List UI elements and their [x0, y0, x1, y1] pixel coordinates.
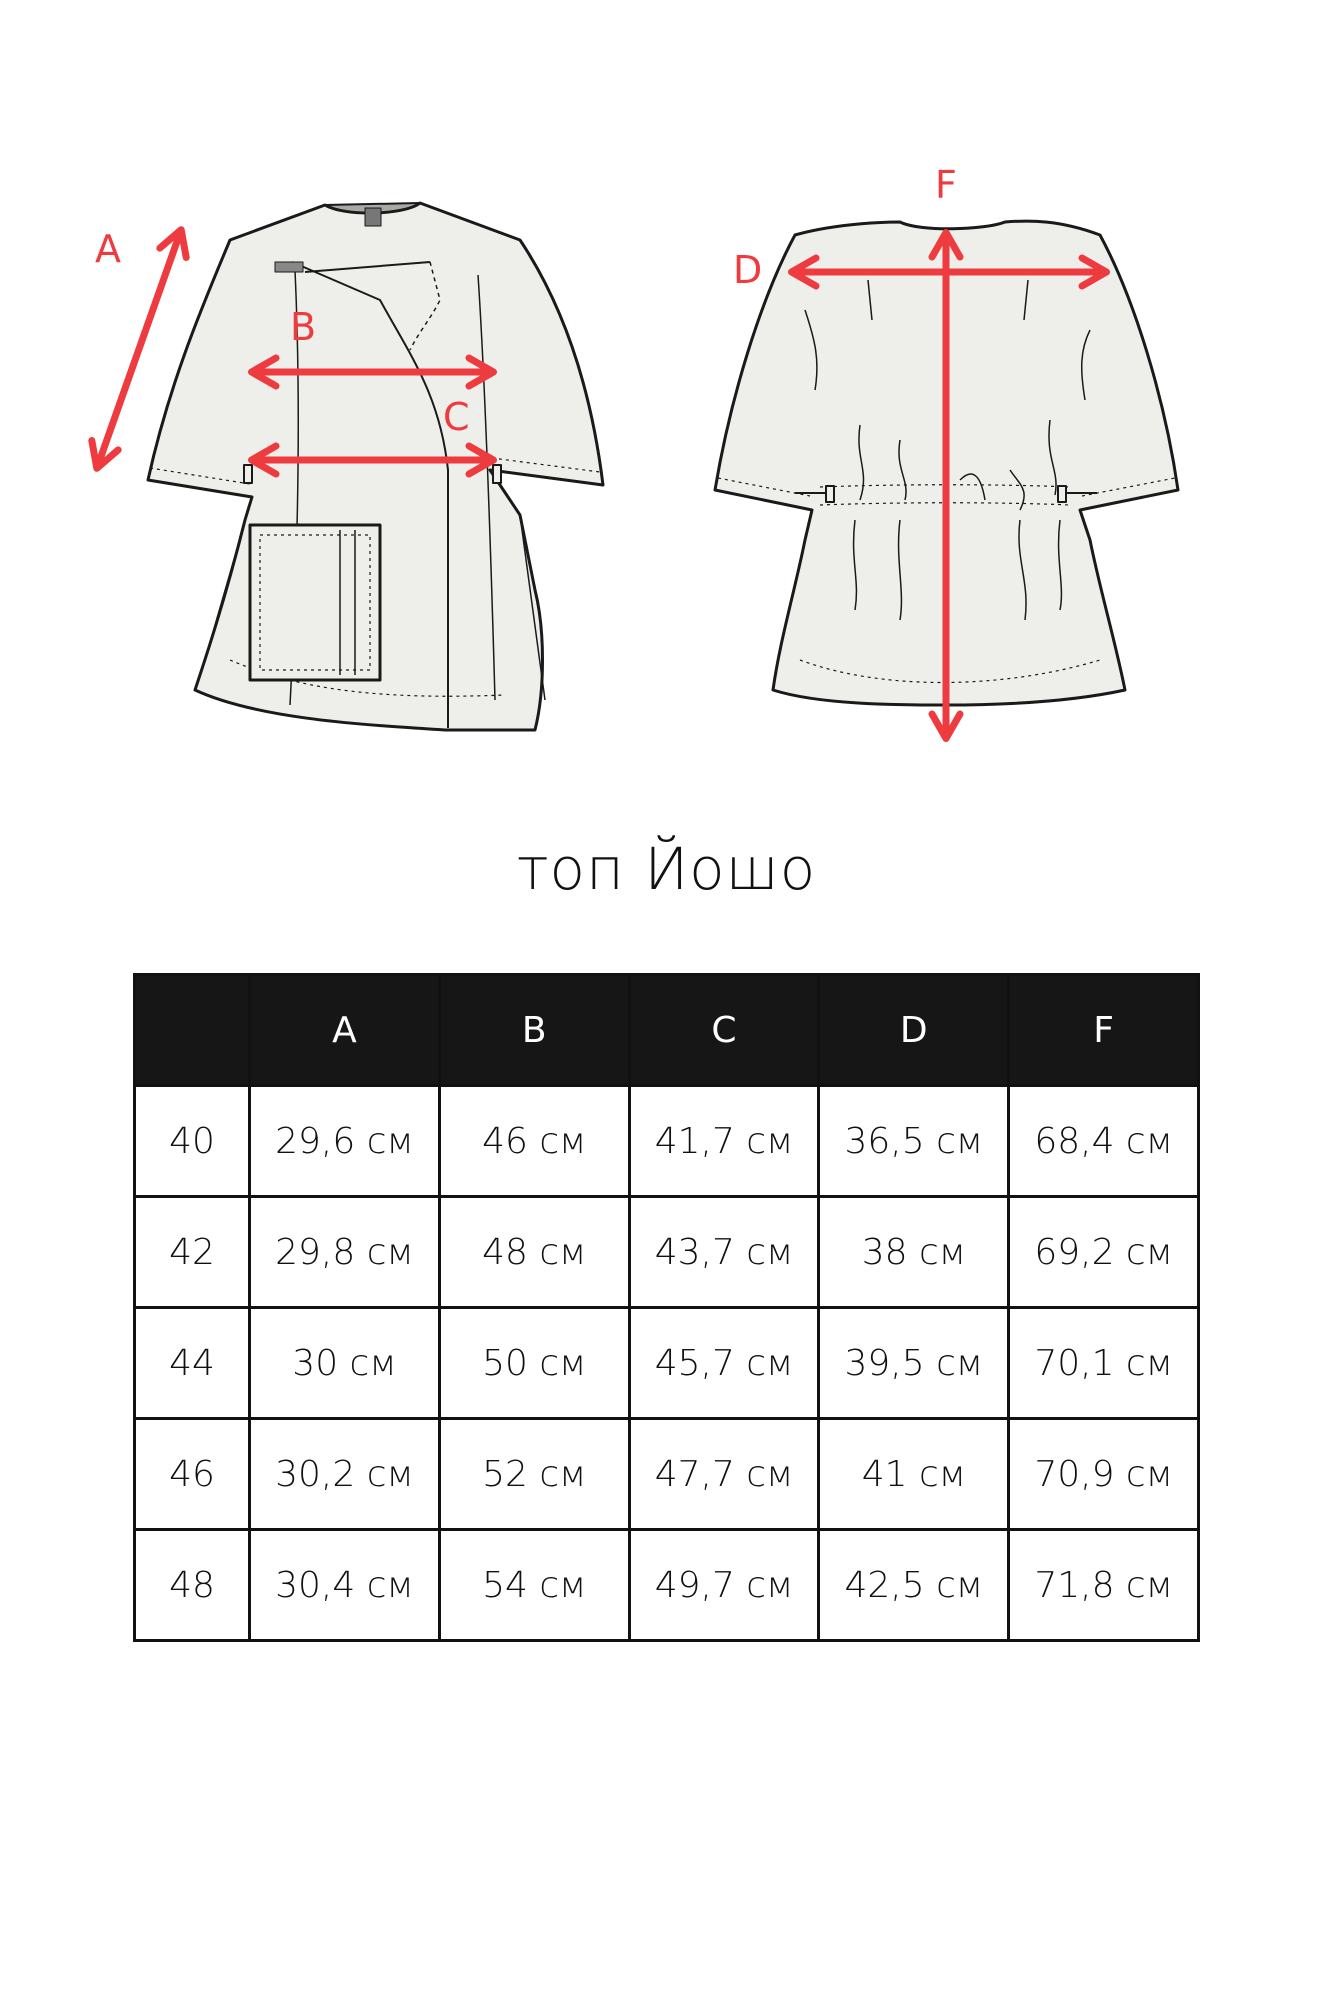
table-cell: 42,5 см	[819, 1530, 1009, 1641]
label-f: F	[935, 163, 957, 207]
size-table	[133, 973, 1200, 1642]
size-cell: 48	[135, 1530, 250, 1641]
table-cell: 43,7 см	[629, 1197, 819, 1308]
size-cell: 40	[135, 1086, 250, 1197]
table-cell: 69,2 см	[1009, 1197, 1199, 1308]
front-pocket	[250, 525, 380, 680]
table-cell: 39,5 см	[819, 1308, 1009, 1419]
table-cell: 70,1 см	[1009, 1308, 1199, 1419]
table-cell: 29,6 см	[250, 1086, 440, 1197]
table-cell: 47,7 см	[629, 1419, 819, 1530]
size-cell: 46	[135, 1419, 250, 1530]
header-cell-size	[135, 975, 250, 1086]
table-cell: 41,7 см	[629, 1086, 819, 1197]
front-view	[148, 203, 603, 730]
table-cell: 41 см	[819, 1419, 1009, 1530]
table-cell: 50 см	[439, 1308, 629, 1419]
table-row	[135, 1197, 1199, 1308]
table-cell: 45,7 см	[629, 1308, 819, 1419]
header-cell-f: F	[1009, 975, 1199, 1086]
table-cell: 46 см	[439, 1086, 629, 1197]
header-cell-b: B	[439, 975, 629, 1086]
table-row	[135, 1419, 1199, 1530]
table-cell: 48 см	[439, 1197, 629, 1308]
table-cell: 30 см	[250, 1308, 440, 1419]
header-cell-c: C	[629, 975, 819, 1086]
table-cell: 52 см	[439, 1419, 629, 1530]
garment-drawings	[0, 0, 1333, 780]
size-cell: 42	[135, 1197, 250, 1308]
table-cell: 36,5 см	[819, 1086, 1009, 1197]
label-d: D	[733, 248, 763, 292]
table-cell: 30,2 см	[250, 1419, 440, 1530]
table-row	[135, 1530, 1199, 1641]
table-cell: 54 см	[439, 1530, 629, 1641]
table-cell: 29,8 см	[250, 1197, 440, 1308]
size-cell: 44	[135, 1308, 250, 1419]
table-cell: 70,9 см	[1009, 1419, 1199, 1530]
table-cell: 30,4 см	[250, 1530, 440, 1641]
header-cell-a: A	[250, 975, 440, 1086]
table-header-row	[135, 975, 1199, 1086]
table-cell: 38 см	[819, 1197, 1009, 1308]
page-title: топ Йошо	[516, 835, 817, 903]
label-c: C	[443, 395, 470, 439]
table-cell: 49,7 см	[629, 1530, 819, 1641]
table-cell: 71,8 см	[1009, 1530, 1199, 1641]
table-row	[135, 1086, 1199, 1197]
header-cell-d: D	[819, 975, 1009, 1086]
table-row	[135, 1308, 1199, 1419]
label-b: B	[290, 305, 317, 349]
table-cell: 68,4 см	[1009, 1086, 1199, 1197]
label-a: A	[95, 227, 121, 271]
